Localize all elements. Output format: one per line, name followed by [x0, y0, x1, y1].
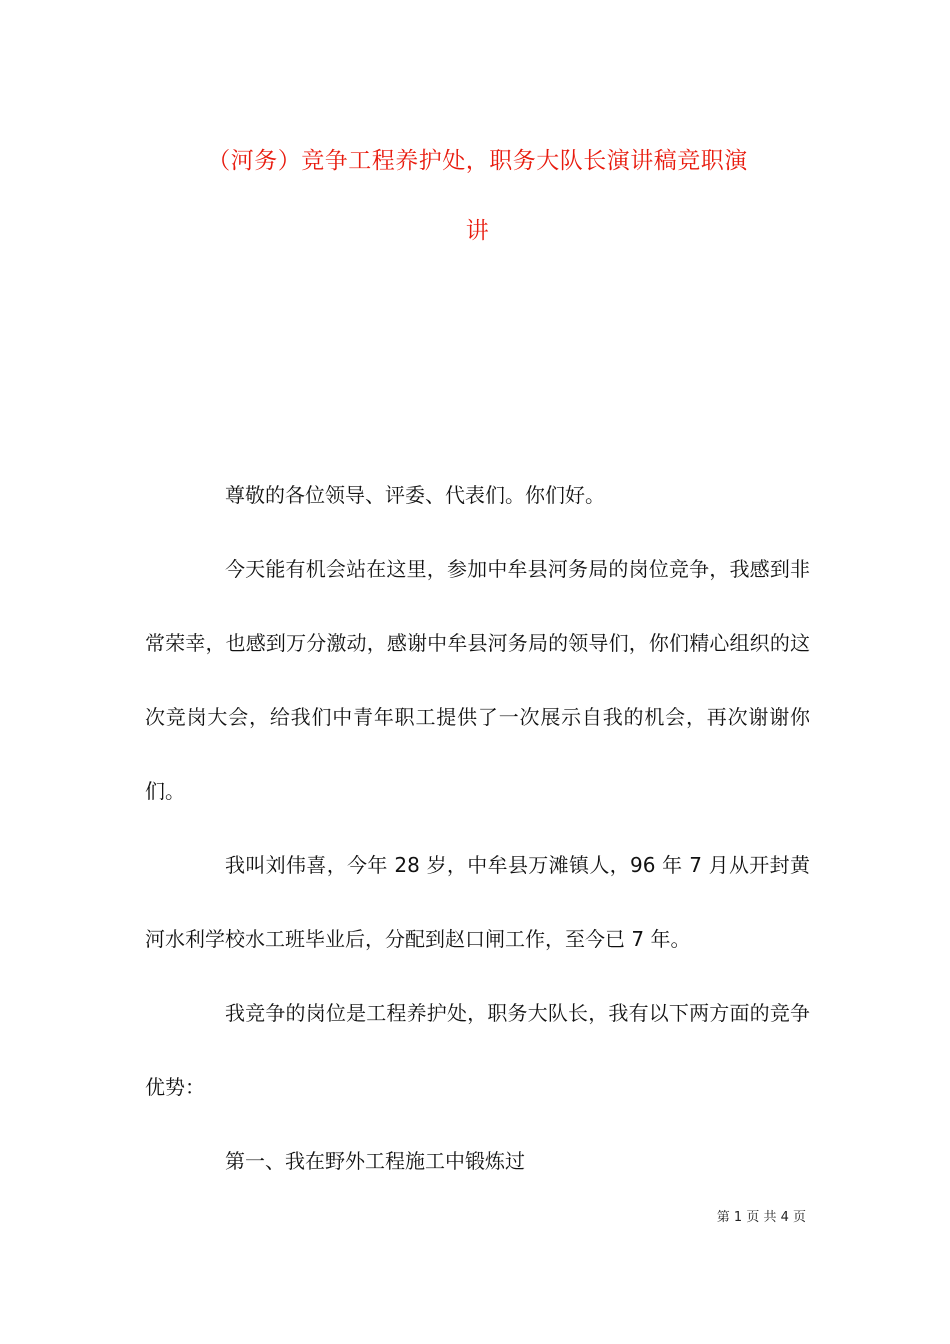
- paragraph-advantage-one: 第一、我在野外工程施工中锻炼过: [225, 1149, 525, 1173]
- page-number-footer: 第 1 页 共 4 页: [716, 1210, 806, 1225]
- document-title: [145, 126, 810, 266]
- paragraph-position: 我竞争的岗位是工程养护处，职务大队长，我有以下两方面的竞争优势：: [145, 1001, 810, 1099]
- paragraph-self-introduction: 我叫刘伟喜，今年 28 岁，中牟县万滩镇人，96 年 7 月从开封黄河水利学校水工班毕业后，分配到赵口闸工作，至今已 7 年。: [145, 853, 810, 951]
- title-line-2: 讲: [465, 218, 490, 244]
- paragraph-intro: 今天能有机会站在这里，参加中牟县河务局的岗位竞争，我感到非常荣幸，也感到万分激动，感谢中牟县河务局的领导们，你们精心组织的这次竞岗大会，给我们中青年职工提供了一次展示自我的机会，再次谢谢你们。: [145, 557, 810, 803]
- document-body: [145, 472, 810, 1198]
- paragraph-greeting: 尊敬的各位领导、评委、代表们。你们好。: [225, 483, 605, 507]
- title-line-1: （河务）竞争工程养护处，职务大队长演讲稿竞职演: [207, 148, 748, 174]
